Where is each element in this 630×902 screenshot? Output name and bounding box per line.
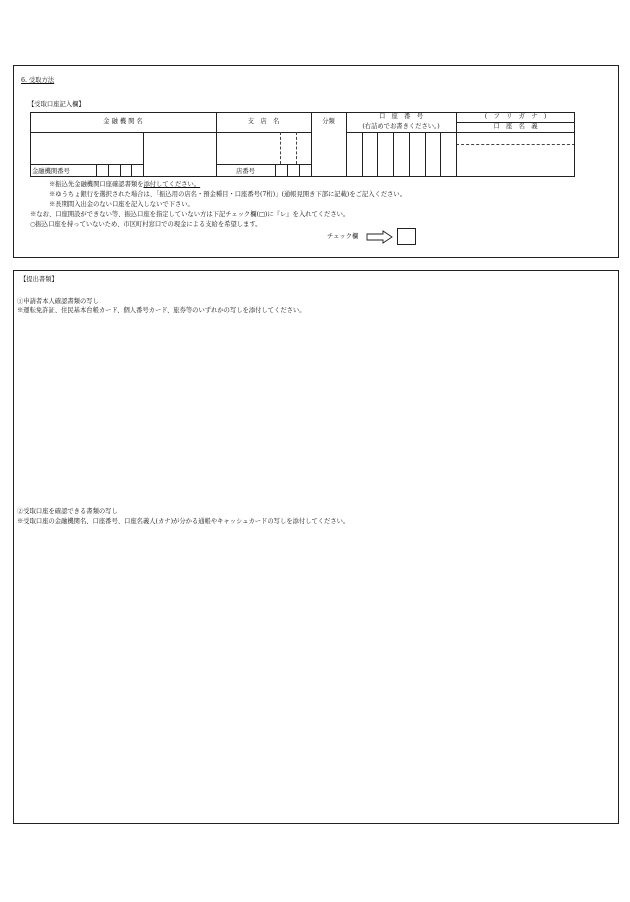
furigana-header: ( フ リ ガ ナ ) [484, 113, 547, 120]
branch-code-label: 店番号 [236, 168, 255, 175]
account-document-note: ※受取口座の金融機関名、口座番号、口座名義人(カナ)が分かる通帳やキャッシュカードの写しを添付してください。 [17, 518, 350, 525]
account-category-field[interactable] [312, 113, 346, 176]
category-header: 分類 [322, 118, 335, 125]
cash-option-text: ○振込口座を持っていないため、市区町村窓口での現金による支給を希望します。 [30, 221, 262, 228]
account-heading: 【受取口座記入欄】 [28, 101, 85, 108]
bank-name-header: 金 融 機 関 名 [103, 118, 143, 125]
note-inactive-account: ※長期間入出金のない口座を記入しないで下さい。 [49, 201, 194, 208]
id-document-note: ※運転免許証、住民基本台帳カード、個人番号カード、旅券等のいずれかの写しを添付してください。 [17, 307, 306, 314]
arrow-right-icon [366, 230, 394, 244]
account-number-header: 口 座 番 号 [378, 113, 424, 120]
cash-payment-checkbox[interactable] [397, 228, 416, 245]
id-document-title: ①申請者本人確認書類の写し [17, 298, 99, 305]
documents-heading: 【提出書類】 [20, 276, 58, 283]
bank-code-label: 金融機関番号 [32, 168, 70, 175]
account-number-note: (右詰めでお書きください。) [362, 123, 440, 130]
check-label: チェック欄 [327, 233, 359, 240]
note-no-account: ※なお、口座開設ができない等、振込口座を指定していない方は下記チェック欄(□)に『レ』を入れてください。 [30, 211, 350, 218]
section-title: 6. 受取方法 [21, 77, 55, 84]
id-document-attach-area[interactable] [17, 320, 613, 500]
branch-header: 支 店 名 [247, 118, 280, 125]
furigana-field[interactable] [457, 133, 574, 144]
account-holder-header: 口 座 名 義 [493, 123, 538, 130]
account-document-title: ②受取口座を確認できる書類の写し [17, 508, 118, 515]
branch-name-field[interactable] [217, 133, 311, 164]
account-document-attach-area[interactable] [17, 530, 613, 818]
note-yucho: ※ゆうちょ銀行を選択された場合は、「振込用の店名・預金種目・口座番号(7桁)」(通帳見開き下部に記載)をご記入ください。 [49, 191, 407, 198]
bank-name-field[interactable] [31, 133, 143, 164]
account-number-field[interactable] [347, 133, 456, 176]
account-holder-field[interactable] [457, 145, 574, 176]
bank-account-form [30, 112, 575, 177]
note-attach: ※振込先金融機関口座確認書類を添付してください。 [49, 181, 201, 188]
